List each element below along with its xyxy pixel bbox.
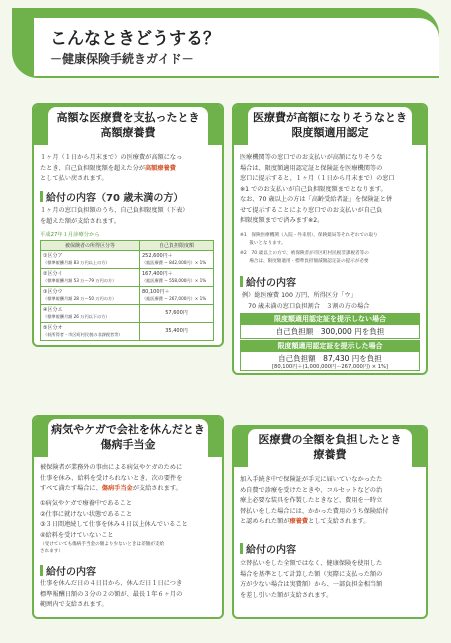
box-calculation: [80,100円＋(1,000,000円－267,000円) × 1%] [272,364,388,370]
card-subtitle: 傷病手当金 [100,438,156,451]
section-heading: 給付の内容 [246,278,296,289]
card-header [32,103,224,145]
section-heading: 給付の内容 [46,567,96,578]
page-subtitle: －健康保険手続きガイド－ [50,52,194,66]
high-cost-intro: １ヶ月（１日から月末まで）の医療費が高額になっ たとき、自己負担限度額を超えた分が高額療養費 として払い戻されます。 [40,154,183,182]
table-header-cell: 被保険者の所得区分等 [41,241,140,251]
header-panel [34,18,439,76]
header-banner [12,8,439,78]
footnotes: ※1 保険医療機関（入院・外来別）、保険薬局等それぞれでの取り 扱いとなります。 ※2 70 歳以上の方で、被保険者が市区町村民税非課税者等の 場合は、限度額適用・標準負担額減額認定証の提示が必要 [240,233,378,264]
page-title: こんなときどうする？ [50,29,220,49]
section-heading: 給付の内容 [246,545,296,556]
list-item: ③３日間連続して仕事を休み４日以上休んでいること [40,521,188,528]
card-subtitle: 高額療養費 [100,126,156,139]
table-header-cell: 自己負担限度額 [140,241,214,251]
benefit-text: 仕事を休んだ日の４日目から、休んだ日１日につき 標準報酬日額の３分の２の額が、最長１年６ヶ月の 範囲内で支給されます。 [40,580,183,608]
full-payment-card [232,425,428,619]
list-note: されます） [40,549,63,554]
card-title: 病気やケガで会社を休んだとき [51,423,205,436]
table-row: ⑤区分オ （低所得者・市区町村民税の非課税者等） 35,400円 [41,323,214,341]
section-marker [240,543,243,554]
card-subtitle: 限度額適用認定 [291,126,369,139]
card-header [32,415,224,457]
sick-intro: 被保険者が業務外の事由による病気やケガのために 仕事を休み、給料を受けられないとき、次の要件を すべて満たす場合に、傷病手当金が支給されます。 [40,464,183,492]
sick-leave-card [32,415,224,619]
table-caption: 平成27年１月診療分から [40,232,100,238]
highlight-term: 療養費 [289,518,309,525]
high-cost-card [32,103,224,347]
table-row: ①区分ア （標準報酬月額 83 万円以上の方） 252,600円＋ （総医療費 − 842,000円）× 1% [41,251,214,269]
card-title: 医療費の全額を負担したとき [258,433,402,446]
card-subtitle: 療養費 [313,448,347,461]
table-row: ②区分イ （標準報酬月額 53 万〜79 万円の方） 167,400円＋ （総医療費 − 558,000円）× 1% [41,269,214,287]
section-heading: 給付の内容（70 歳未満の方） [46,193,184,204]
box-heading: 限度額適用認定証を提示しない場合 [241,314,419,325]
box-value: 自己負担額 300,000 円を負担 [275,327,385,336]
card-header [232,103,428,145]
card-title: 医療費が高額になりそうなとき [253,111,407,124]
example-text: 例）総医療費 100 万円、所得区分「ウ」 70 歳未満の窓口負担割合 ３割の方の場合 [242,292,370,310]
box-value: 自己負担額 87,430 円を負担 [278,354,382,363]
without-certificate-box [240,313,420,339]
card-header [232,425,428,467]
list-note: （受けていても傷病手当金の額より少ないときは差額が支給 [40,542,165,547]
table-row: ④区分エ （標準報酬月額 26 万円以下の方） 57,600円 [41,305,214,323]
table-header-row [41,241,214,251]
card-title: 高額な医療費を支払ったとき [56,111,200,124]
box-heading: 限度額適用認定証を提示した場合 [241,341,419,352]
section-marker [40,191,43,202]
limit-intro: 医療機関等の窓口でのお支払いが高額になりそうな 場合は、限度額適用認定証と保険証を医療機関等の 窓口に提示すると、１ヶ月（１日から月末まで）の窓口 ※1 でのお支払いが自己負担限度額までとなります。 なお、70 歳以上の方は「高齢受給者証」を保険証と併 せて提示することにより窓口でのお支払いが自己負 担限度額までで済みます※2。 [240,154,395,224]
benefit-text: 立替払いをした全額ではなく、健康保険を使用した 場合を基準として計算した額（実際に支払った額の 方が少ない場合は実費額）から、一部負担金相当額 を差し引いた額が支給されます。 [240,560,383,599]
benefit-text: １ヶ月の窓口負担額のうち、自己負担限度額（下表） を超えた額が支給されます。 [40,207,189,225]
highlight-term: 傷病手当金 [101,485,133,492]
list-item: ①病気やケガで療養中であること [40,500,133,507]
list-item: ②仕事に就けない状態であること [40,510,133,518]
highlight-term: 高額療養費 [144,164,176,172]
section-marker [240,276,243,287]
limit-certificate-card [232,103,428,375]
limit-table [40,240,214,341]
list-item: ④給料を受けていないこと [40,531,114,539]
full-intro: 加入手続き中で保険証が手元に届いていなかったた め自費で診療を受けたときや、コルセットなどの治 療上必要な装具を作製したときなど、費用を一時立 替払いをした場合には、かかった費用のうち保険給付 と認められた額が療養費として支給されます。 [240,476,389,525]
requirements-list [40,499,218,555]
with-certificate-box [240,340,420,371]
section-marker [40,565,43,576]
table-row: ③区分ウ （標準報酬月額 28 万〜50 万円の方） 80,100円＋ （総医療費 − 267,000円）× 1% [41,287,214,305]
